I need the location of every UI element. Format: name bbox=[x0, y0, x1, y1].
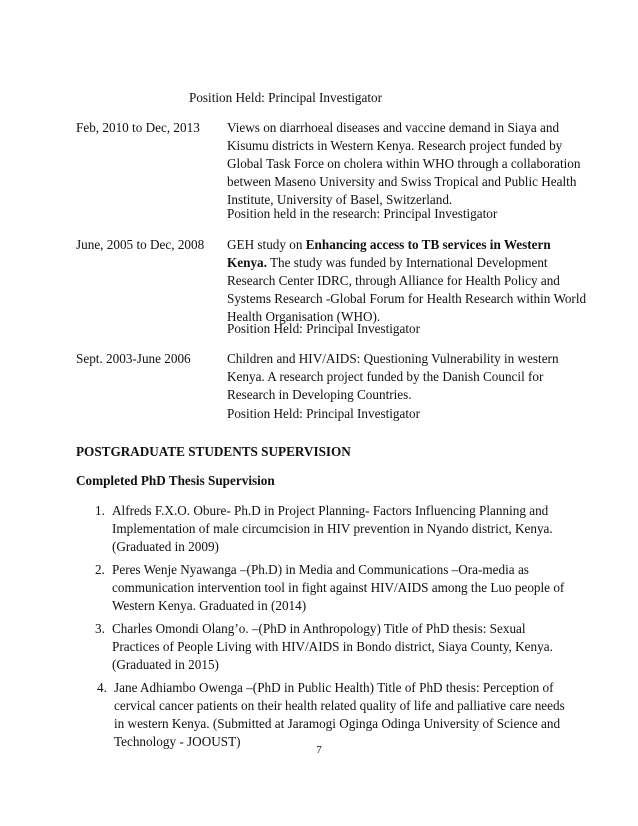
desc-text: GEH study on bbox=[227, 237, 306, 252]
project-position: Position Held: Principal Investigator bbox=[227, 406, 421, 421]
list-number: 2. bbox=[95, 562, 105, 577]
list-item bbox=[95, 502, 565, 556]
project-date: Sept. 2003-June 2006 bbox=[76, 351, 191, 366]
list-item-text: Alfreds F.X.O. Obure- Ph.D in Project Planning- Factors Influencing Planning and Implementation of male circumcision in HIV prevention in Nyando district, Kenya. (Graduated in 2009) bbox=[112, 503, 553, 554]
desc-bold-title: Enhancing access to TB services in Western Kenya. bbox=[227, 237, 551, 270]
list-item bbox=[95, 561, 565, 615]
list-number: 1. bbox=[95, 503, 105, 518]
desc-text: The study was funded by International Development Research Center IDRC, through Alliance for Health Policy and Systems Research -Global Forum for Health Research within World Health Organisation (WHO). bbox=[227, 255, 587, 324]
section-heading: POSTGRADUATE STUDENTS SUPERVISION bbox=[76, 444, 351, 459]
list-item-text: Peres Wenje Nyawanga –(Ph.D) in Media and Communications –Ora-media as communication intervention tool in fight against HIV/AIDS among the Luo people of Western Kenya. Graduated in (2014) bbox=[112, 562, 565, 613]
project-position: Position held in the research: Principal Investigator bbox=[227, 206, 498, 221]
list-item-text: Jane Adhiambo Owenga –(PhD in Public Health) Title of PhD thesis: Perception of cervical cancer patients on their health related quality of life and palliative care needs in western Kenya. (Submitted at Jaramogi Oginga Odinga University of Science and Technology - JOOUST) bbox=[114, 680, 565, 749]
project-description bbox=[227, 236, 587, 326]
list-item-text: Charles Omondi Olang’o. –(PhD in Anthropology) Title of PhD thesis: Sexual Practices of People Living with HIV/AIDS in Bondo district, Siaya County, Kenya. (Graduated in 2015) bbox=[112, 621, 553, 672]
project-date: Feb, 2010 to Dec, 2013 bbox=[76, 120, 200, 135]
page-number: 7 bbox=[316, 744, 322, 756]
project-position: Position Held: Principal Investigator bbox=[227, 321, 421, 336]
project-date: June, 2005 to Dec, 2008 bbox=[76, 237, 205, 252]
project-description: Children and HIV/AIDS: Questioning Vulnerability in western Kenya. A research project funded by the Danish Council for Research in Developing Countries. bbox=[227, 351, 559, 402]
position-held-top: Position Held: Principal Investigator bbox=[189, 90, 383, 105]
list-number: 4. bbox=[97, 680, 107, 695]
list-number: 3. bbox=[95, 621, 105, 636]
sub-heading: Completed PhD Thesis Supervision bbox=[76, 473, 275, 488]
list-item bbox=[95, 620, 565, 674]
project-description: Views on diarrhoeal diseases and vaccine demand in Siaya and Kisumu districts in Western Kenya. Research project funded by Global Task Force on cholera within WHO through a collaboration between Maseno University and Swiss Tropical and Public Health Institute, University of Basel, Switzerland. bbox=[227, 120, 581, 207]
